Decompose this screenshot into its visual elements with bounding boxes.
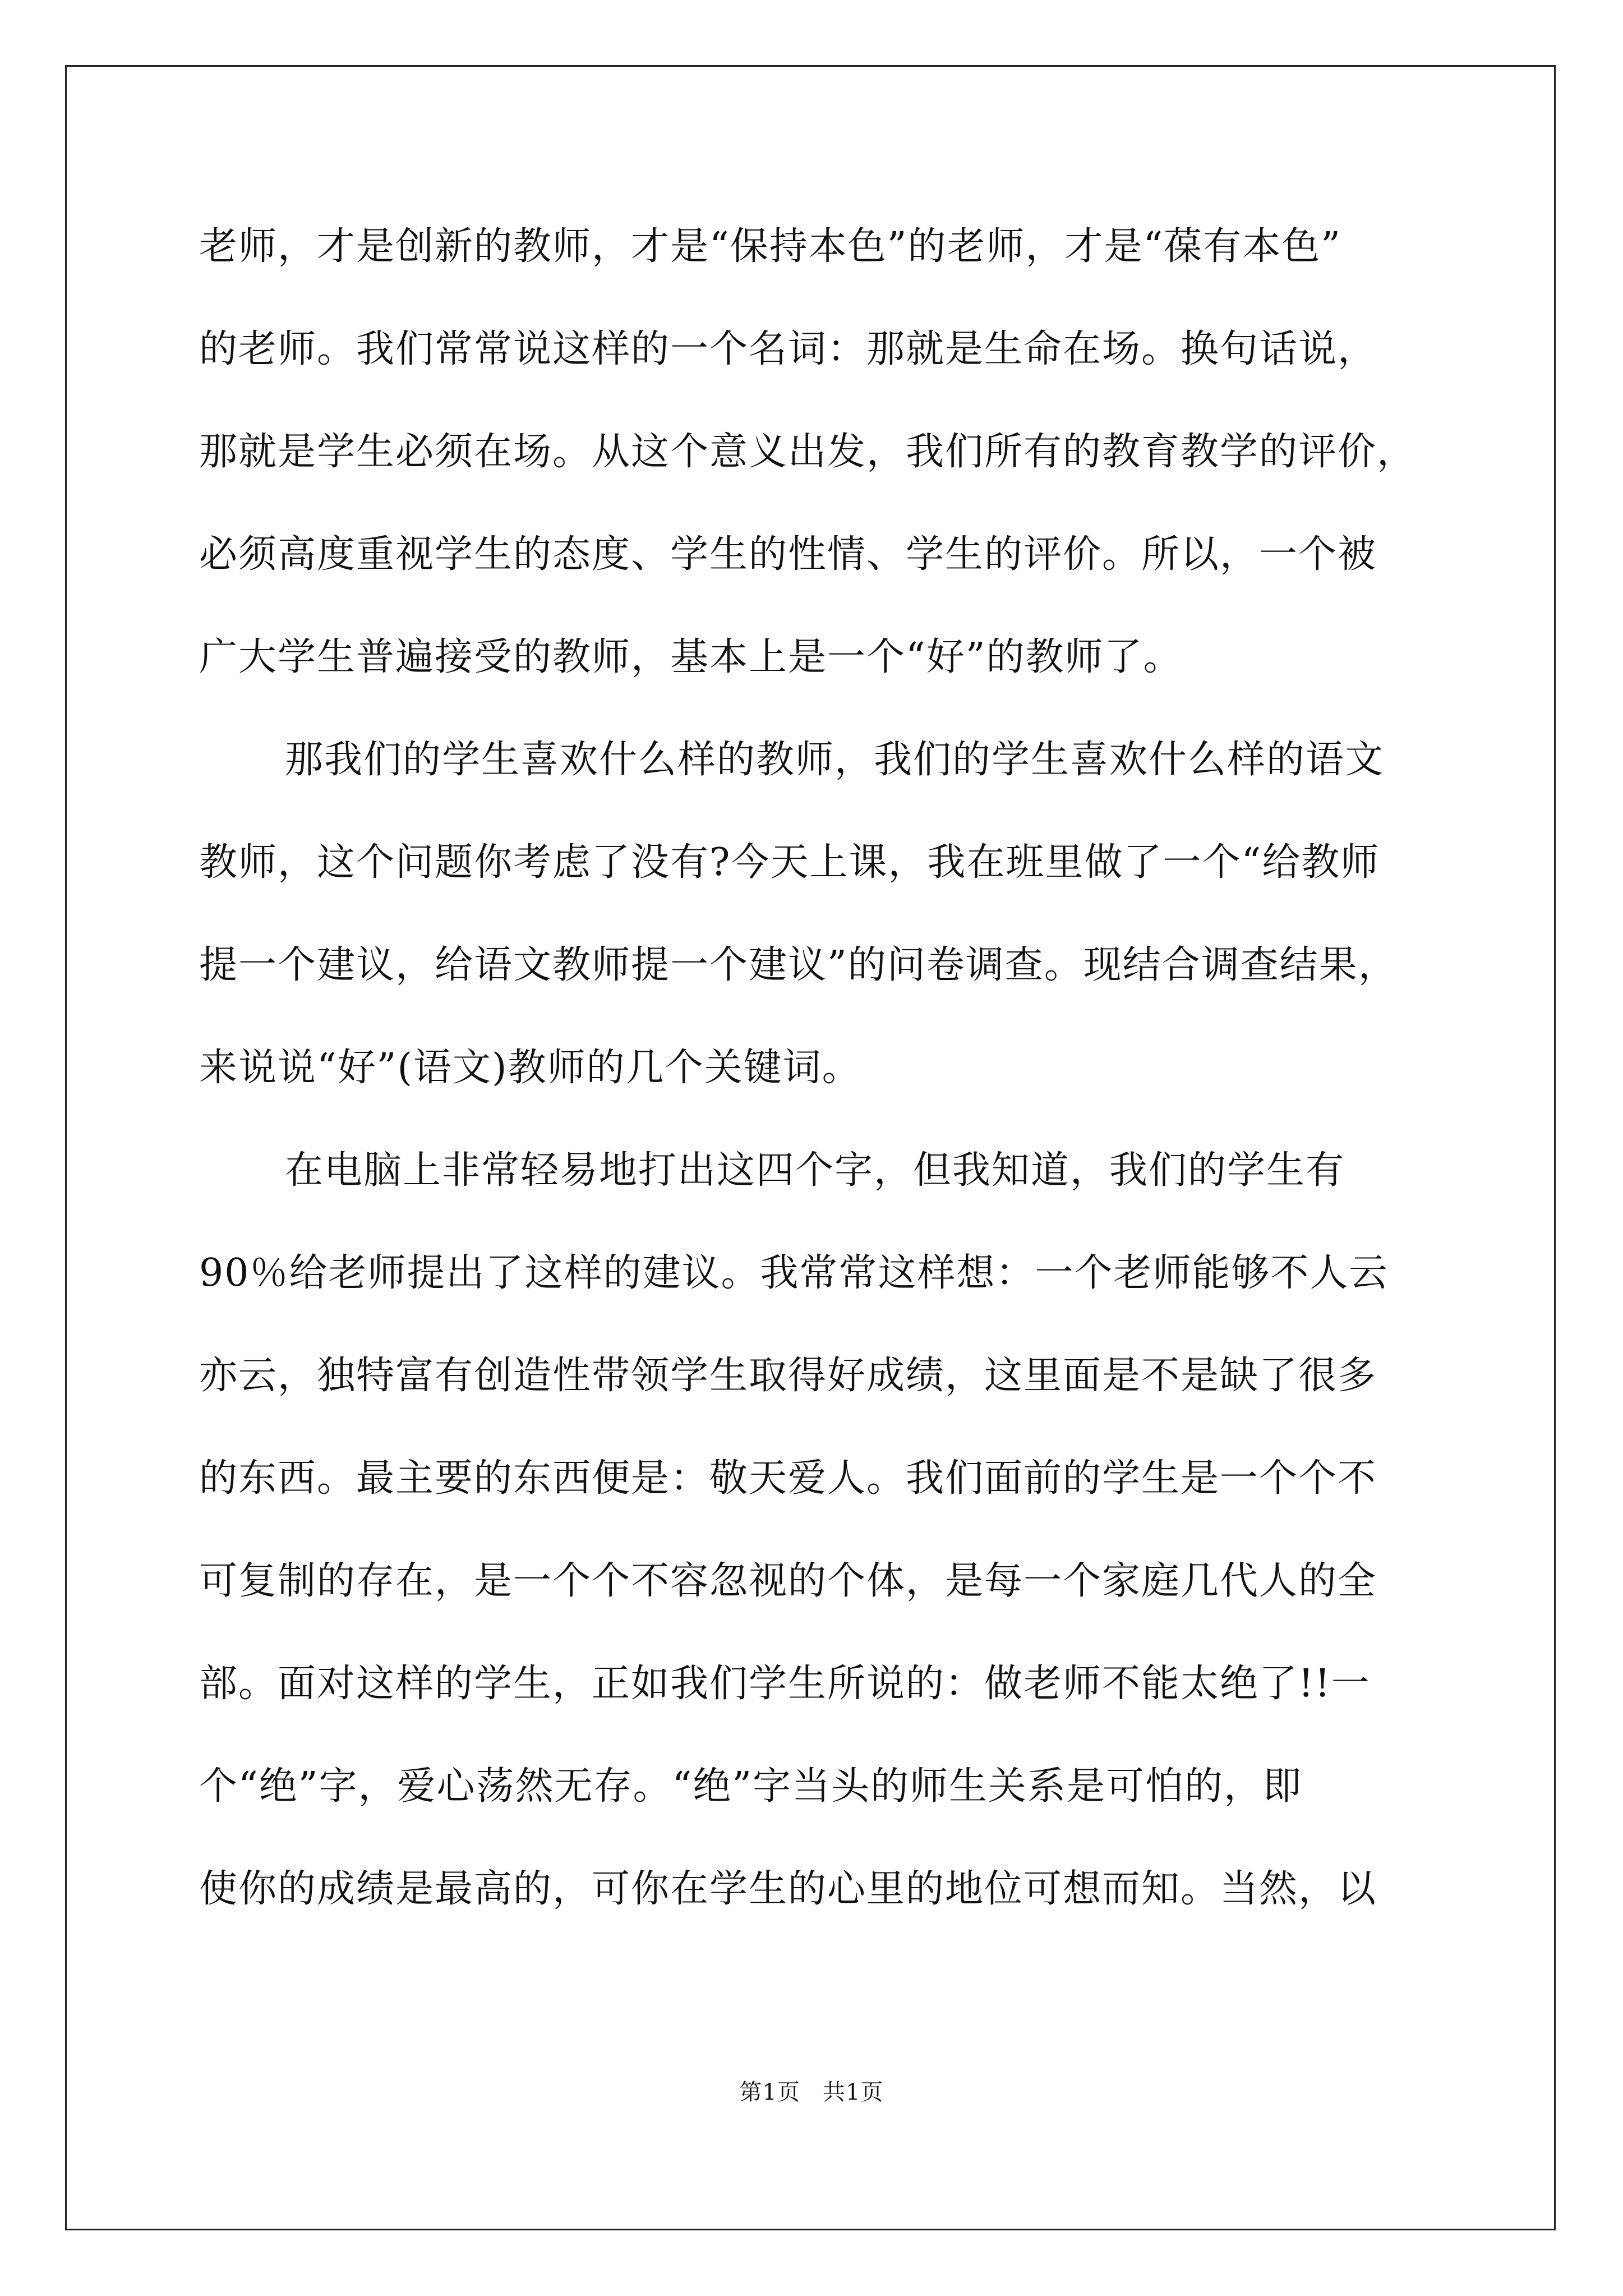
body-text-line: 可复制的存在，是一个个不容忽视的个体，是每一个家庭几代人的全 — [199, 1559, 1377, 1603]
body-text-line: 在电脑上非常轻易地打出这四个字，但我知道，我们的学生有 — [285, 1148, 1345, 1193]
body-text-line: 那我们的学生喜欢什么样的教师，我们的学生喜欢什么样的语文 — [285, 738, 1385, 782]
body-text-line: 必须高度重视学生的态度、学生的性情、学生的评价。所以，一个被 — [199, 532, 1377, 577]
body-text-line: 老师，才是创新的教师，才是“保持本色”的老师，才是“葆有本色” — [199, 224, 1342, 269]
body-text-line: 的老师。我们常常说这样的一个名词：那就是生命在场。换句话说， — [199, 327, 1377, 371]
body-text-line: 90％给老师提出了这样的建议。我常常这样想：一个老师能够不人云 — [199, 1251, 1389, 1295]
body-text-line: 那就是学生必须在场。从这个意义出发，我们所有的教育教学的评价， — [199, 430, 1417, 474]
page-number-total: 共1页 — [823, 2079, 884, 2105]
body-text-line: 广大学生普遍接受的教师，基本上是一个“好”的教师了。 — [199, 635, 1183, 679]
page-footer — [0, 2076, 1623, 2109]
body-text-line: 使你的成绩是最高的，可你在学生的心里的地位可想而知。当然，以 — [199, 1867, 1377, 1911]
page-number-current: 第1页 — [739, 2079, 800, 2105]
body-text-line: 亦云，独特富有创造性带领学生取得好成绩，这里面是不是缺了很多 — [199, 1354, 1377, 1398]
body-text-line: 提一个建议，给语文教师提一个建议”的问卷调查。现结合调查结果， — [199, 943, 1398, 987]
body-text-line: 来说说“好”(语文)教师的几个关键词。 — [199, 1046, 861, 1090]
body-text-line: 个“绝”字，爱心荡然无存。“绝”字当头的师生关系是可怕的，即 — [199, 1764, 1303, 1809]
body-text-line: 教师，这个问题你考虑了没有?今天上课，我在班里做了一个“给教师 — [199, 840, 1380, 885]
body-text-line: 部。面对这样的学生，正如我们学生所说的：做老师不能太绝了!!一 — [199, 1662, 1371, 1706]
body-text-line: 的东西。最主要的东西便是：敬天爱人。我们面前的学生是一个个不 — [199, 1456, 1377, 1501]
